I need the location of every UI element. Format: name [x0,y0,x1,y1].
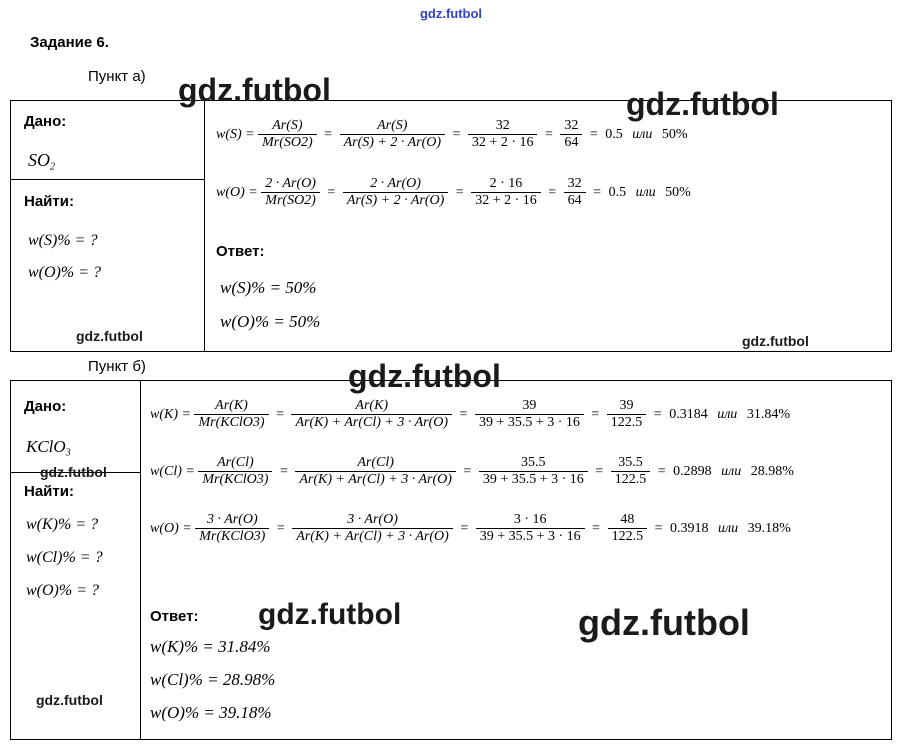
part-b-eq3-fraction-2 [292,512,453,545]
part-a-eq2-result: 0.5 [608,184,627,200]
part-a-eq1-f2-den: Ar(S) + 2 · Ar(O) [343,135,442,151]
part-b-eq2-f1-den: Mr(KClO3) [202,472,269,488]
part-b-eq2-f2-num: Ar(Cl) [295,455,456,472]
part-a-eq1-result: 0.5 [605,126,623,142]
part-b-eq3-lhs: w(O) = [150,520,192,536]
watermark-a-2: gdz.futbol [626,86,779,122]
part-b-divider-vertical [140,380,141,740]
part-b-eq2-or: или [721,463,742,479]
part-a-eq2-fraction-4 [564,176,586,209]
part-b-eq1-lhs: w(K) = [150,406,191,422]
part-b-equation-2: w(Cl) = $\frac{Ar(Cl)}{\text{Mr(KClO3)}}$ = $\frac{Ar(Cl)}{Ar(K) + Ar(Cl) + 3 \cdot Ar(O)}$ = $\frac{35.5}{39 + 35.5 + 3 \cdot 16}$ = $\frac{35.5}{122.5}$ = 0.2898 или 28.98% [150,455,794,488]
part-a-eq2-fraction-1 [261,176,320,209]
part-b-eq2-f3-num: 35.5 [479,455,588,472]
part-a-eq2-f1-num: 2 · Ar(O) [261,176,320,193]
part-b-answer-1: w(K)% = 31.84% [150,637,271,656]
part-b-eq1-fraction-2 [291,398,452,431]
part-a-eq2-f3-num: 2 · 16 [471,176,541,193]
part-a-eq2-f2-num: 2 · Ar(O) [343,176,448,193]
part-a-equation-2: w(O) = $\frac{2 \cdot Ar(O)}{Mr(SO2)}$ = $\frac{2 \cdot Ar(O)}{Ar(S) + 2 \cdot Ar(O)}$ = $\frac{2 \cdot 16}{32 + 2 \cdot 16}$ = $\frac{32}{64}$ = 0.5 или 50% [216,176,691,209]
part-b-eq3-f4-num: 48 [608,512,648,529]
part-a-eq1-fraction-1 [258,118,317,151]
part-b-eq3-percent: 39.18% [747,520,791,536]
part-b-equation-3: w(O) = $\frac{3 \cdot Ar(O)}{\text{Mr(KClO3)}}$ = $\frac{3 \cdot Ar(O)}{Ar(K) + Ar(Cl) + 3 \cdot Ar(O)}$ = $\frac{3 \cdot 16}{39 + 35.5 + 3 \cdot 16}$ = $\frac{48}{122.5}$ = 0.3918 или 39.18% [150,512,791,545]
part-b-given-formula-sub: 3 [65,447,71,459]
part-b-eq3-f3-den: 39 + 35.5 + 3 · 16 [479,529,581,545]
part-b-eq2-fraction-2 [295,455,456,488]
page-watermark-top: gdz.futbol [419,6,483,21]
part-b-eq1-fraction-3 [475,398,584,431]
part-a-eq1-f3-den: 32 + 2 · 16 [471,135,534,151]
watermark-b-1: gdz.futbol [348,358,501,394]
part-a-answer-1: w(S)% = 50% [220,278,317,297]
part-b-eq2-f2-den: Ar(K) + Ar(Cl) + 3 · Ar(O) [299,472,452,488]
part-a-equation-1: w(S) = $\frac{Ar(S)}{Mr(SO2)}$ = $\frac{Ar(S)}{Ar(S) + 2 \cdot Ar(O)}$ = $\frac{32}{32 + 2 \cdot 16}$ = $\frac{32}{64}$ = 0.5 или 50% [216,118,688,151]
part-b-eq3-f2-den: Ar(K) + Ar(Cl) + 3 · Ar(O) [296,529,449,545]
part-a-eq1-fraction-3 [468,118,538,151]
part-b-find-3: w(O)% = ? [26,582,100,599]
part-b-eq1-f2-den: Ar(K) + Ar(Cl) + 3 · Ar(O) [295,415,449,431]
watermark-a-3: gdz.futbol [76,328,143,344]
part-b-eq1-f3-den: 39 + 35.5 + 3 · 16 [478,415,580,431]
part-b-eq3-fraction-3 [476,512,585,545]
watermark-a-4: gdz.futbol [742,333,809,349]
part-b-answer-2: w(Cl)% = 28.98% [150,670,276,689]
part-b-eq2-lhs: w(Cl) = [150,463,195,479]
part-a-given-label: Дано: [24,113,67,130]
part-b-eq1-or: или [717,406,738,422]
part-b-eq1-f1-den: Mr(KClO3) [198,415,265,431]
part-a-eq2-f4-den: 64 [567,193,582,209]
task-title: Задание 6. [30,34,109,51]
part-b-eq1-f3-num: 39 [475,398,584,415]
part-b-eq1-fraction-1 [194,398,268,431]
part-a-eq1-percent: 50% [661,126,688,142]
part-a-eq1-f1-den: Mr(SO2) [262,135,313,151]
part-b-eq3-f1-num: 3 · Ar(O) [195,512,269,529]
part-b-eq3-fraction-4 [608,512,648,545]
part-b-eq2-percent: 28.98% [750,463,794,479]
part-a-eq2-f1-den: Mr(SO2) [265,193,316,209]
part-a-eq1-f2-num: Ar(S) [340,118,445,135]
part-b-eq3-f4-den: 122.5 [611,529,644,545]
part-a-answer-label: Ответ: [216,243,265,260]
part-b-eq1-fraction-4 [607,398,647,431]
watermark-b-2: gdz.futbol [40,464,107,480]
part-a-eq2-percent: 50% [665,184,691,200]
watermark-a-1: gdz.futbol [178,72,331,108]
punkt-a-label: Пункт а) [88,68,146,85]
part-b-eq1-f2-num: Ar(K) [291,398,452,415]
part-b-eq3-f1-den: Mr(KClO3) [199,529,266,545]
part-b-given-label: Дано: [24,398,67,415]
part-b-eq2-fraction-1 [198,455,272,488]
part-a-eq2-f4-num: 32 [564,176,586,193]
part-b-eq1-result: 0.3184 [669,406,708,422]
watermark-b-3: gdz.futbol [258,598,402,631]
part-b-given-formula-text: KClO [26,437,66,456]
watermark-b-5: gdz.futbol [36,692,103,708]
part-a-given-formula [28,150,55,173]
part-a-eq2-fraction-2 [343,176,448,209]
part-b-eq2-f4-num: 35.5 [611,455,651,472]
part-b-eq2-fraction-3 [479,455,588,488]
part-b-eq2-fraction-4 [611,455,651,488]
part-b-eq1-f4-den: 122.5 [610,415,643,431]
part-b-eq3-or: или [717,520,739,536]
punkt-b-label: Пункт б) [88,358,146,375]
part-b-find-2: w(Cl)% = ? [26,549,103,566]
part-a-eq1-f3-num: 32 [468,118,538,135]
part-a-divider-horizontal [10,179,205,180]
part-b-eq2-f1-num: Ar(Cl) [198,455,272,472]
part-a-find-1: w(S)% = ? [28,232,98,249]
part-b-find-1: w(K)% = ? [26,516,99,533]
part-a-eq1-f4-num: 32 [560,118,582,135]
part-a-find-2: w(O)% = ? [28,264,102,281]
watermark-b-4: gdz.futbol [578,602,750,643]
part-b-eq2-f3-den: 39 + 35.5 + 3 · 16 [482,472,584,488]
part-a-eq2-f2-den: Ar(S) + 2 · Ar(O) [346,193,445,209]
part-b-eq1-percent: 31.84% [746,406,790,422]
part-a-eq1-lhs: w(S) = [216,126,255,142]
part-b-eq1-f4-num: 39 [607,398,647,415]
part-a-eq2-or: или [635,184,656,200]
part-b-eq1-f1-num: Ar(K) [194,398,268,415]
part-a-given-formula-sub: 2 [50,161,55,173]
part-a-given-formula-text: SO [28,150,50,170]
part-a-eq2-fraction-3 [471,176,541,209]
part-a-answer-2: w(O)% = 50% [220,312,321,331]
part-b-given-formula [26,437,71,459]
part-b-eq3-f3-num: 3 · 16 [476,512,585,529]
part-b-eq3-f2-num: 3 · Ar(O) [292,512,453,529]
part-a-divider-vertical [204,100,205,352]
part-a-eq1-fraction-4 [560,118,582,151]
part-a-eq1-or: или [632,126,653,142]
part-b-eq2-result: 0.2898 [673,463,712,479]
part-a-eq1-fraction-2 [340,118,445,151]
part-a-find-label: Найти: [24,193,74,210]
part-b-eq3-fraction-1 [195,512,269,545]
part-b-eq3-result: 0.3918 [669,520,709,536]
part-a-eq1-f4-den: 64 [564,135,579,151]
part-b-eq2-f4-den: 122.5 [614,472,647,488]
part-b-find-label: Найти: [24,483,74,500]
part-a-eq2-f3-den: 32 + 2 · 16 [475,193,537,209]
part-b-answer-label: Ответ: [150,608,199,625]
part-b-box [10,380,892,740]
part-a-eq1-f1-num: Ar(S) [258,118,317,135]
part-a-eq2-lhs: w(O) = [216,184,258,200]
part-b-answer-3: w(O)% = 39.18% [150,703,272,722]
part-b-equation-1: w(K) = $\frac{Ar(K)}{\text{Mr(KClO3)}}$ = $\frac{Ar(K)}{Ar(K) + Ar(Cl) + 3 \cdot Ar(O)}$ = $\frac{39}{39 + 35.5 + 3 \cdot 16}$ = $\frac{39}{122.5}$ = 0.3184 или 31.84% [150,398,790,431]
